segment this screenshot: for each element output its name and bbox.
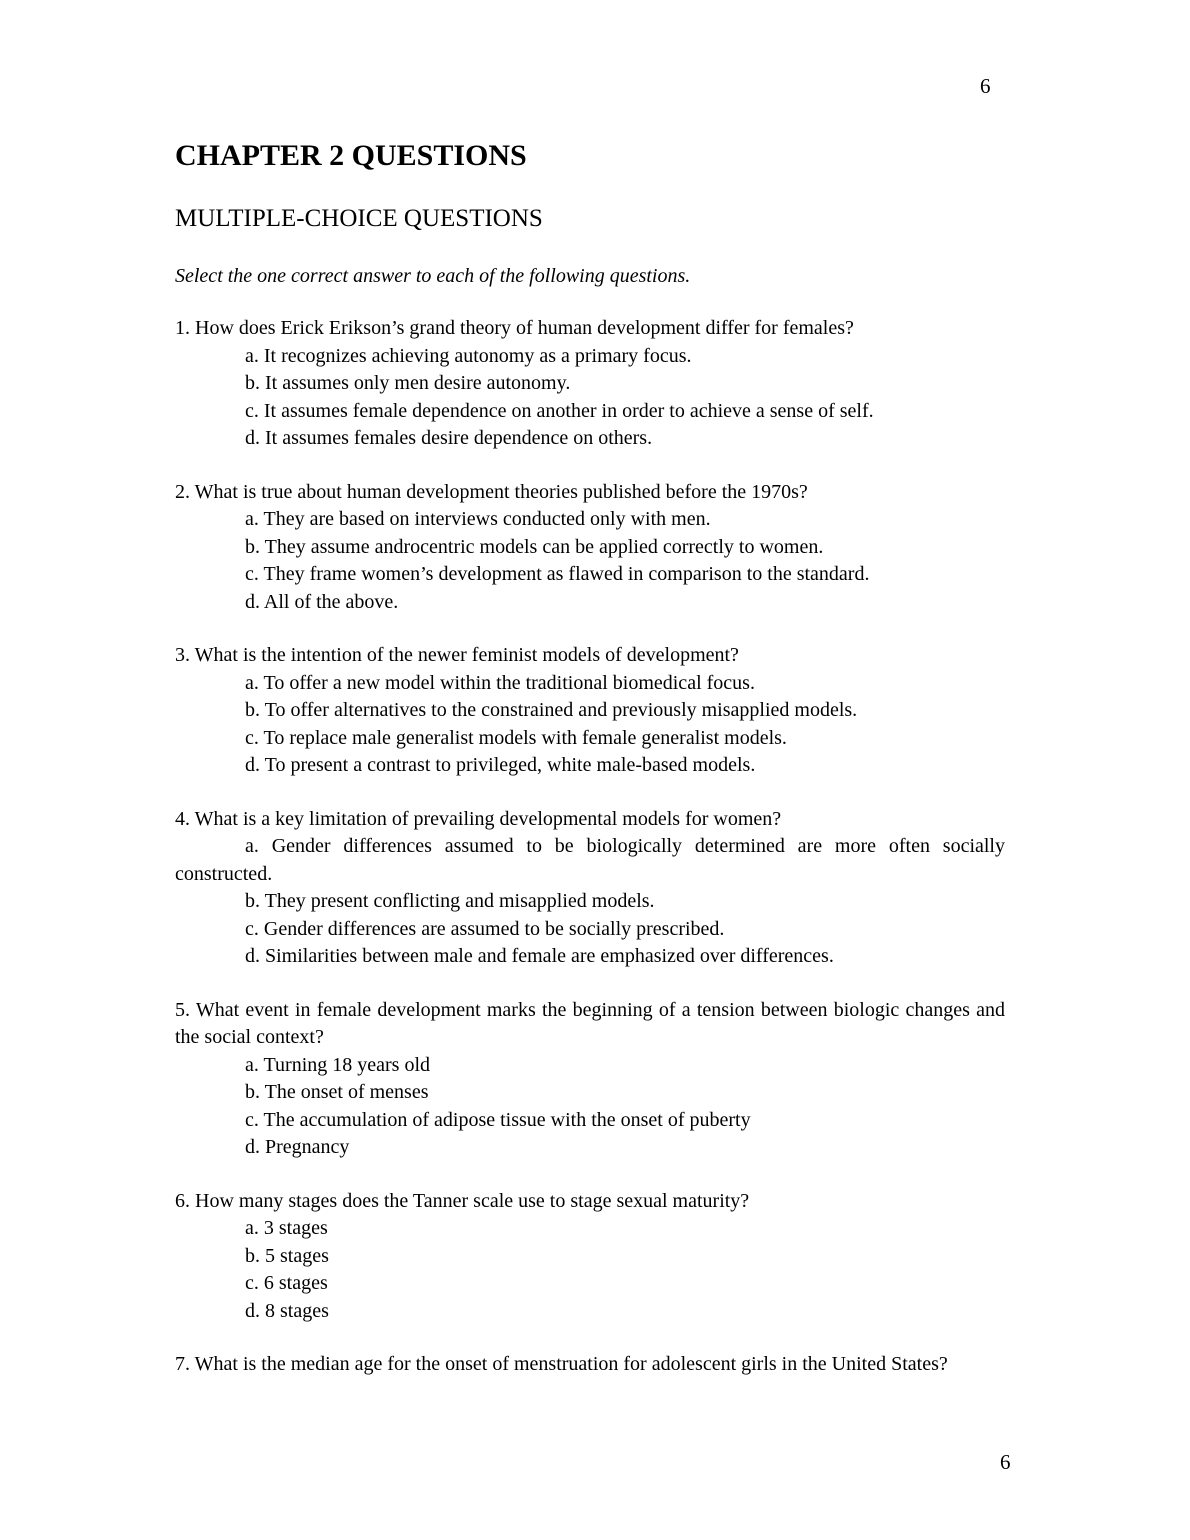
question-stem: 4. What is a key limitation of prevailing developmental models for women? [175, 807, 782, 830]
choice-a: a. Gender differences assumed to be biologically determined are more often socially constructed. [175, 835, 1005, 885]
question-stem: 3. What is the intention of the newer feminist models of development? [175, 644, 739, 666]
question-stem: 7. What is the median age for the onset of menstruation for adolescent girls in the United States? [175, 1353, 948, 1375]
question-2 [175, 479, 1005, 617]
question-stem: 1. How does Erick Erikson’s grand theory of human development differ for females? [175, 317, 854, 339]
choice-c: c. Gender differences are assumed to be socially prescribed. [245, 917, 725, 940]
chapter-title: CHAPTER 2 QUESTIONS [175, 139, 527, 172]
choice-d: d. It assumes females desire dependence on others. [245, 427, 653, 449]
choice-b: b. It assumes only men desire autonomy. [245, 372, 571, 394]
choice-b: b. 5 stages [245, 1244, 329, 1267]
choice-a: a. They are based on interviews conducted only with men. [245, 508, 711, 530]
choice-b: b. They present conflicting and misapplied models. [245, 890, 655, 912]
question-stem: 2. What is true about human development theories published before the 1970s? [175, 480, 808, 503]
choice-a: a. 3 stages [245, 1217, 328, 1239]
instructions: Select the one correct answer to each of the following questions. [175, 265, 691, 287]
question-7 [175, 1351, 1005, 1379]
document-body [175, 138, 1005, 1405]
choice-d: d. 8 stages [245, 1299, 329, 1322]
choice-b: b. The onset of menses [245, 1081, 429, 1103]
choice-d: d. All of the above. [245, 590, 399, 613]
question-1 [175, 315, 1005, 453]
question-4 [175, 806, 1005, 971]
choice-a: a. It recognizes achieving autonomy as a primary focus. [245, 344, 692, 367]
choice-d: d. To present a contrast to privileged, white male-based models. [245, 754, 756, 776]
question-6 [175, 1188, 1005, 1326]
choice-a: a. Turning 18 years old [245, 1053, 430, 1076]
choice-c: c. They frame women’s development as flawed in comparison to the standard. [245, 563, 870, 585]
question-5 [175, 997, 1005, 1162]
choice-a: a. To offer a new model within the traditional biomedical focus. [245, 671, 755, 694]
choice-c: c. It assumes female dependence on another in order to achieve a sense of self. [245, 399, 874, 422]
choice-d: d. Similarities between male and female are emphasized over differences. [245, 945, 834, 967]
choice-b: b. They assume androcentric models can be applied correctly to women. [245, 535, 824, 558]
page-number-top: 6 [980, 74, 991, 98]
section-heading: MULTIPLE-CHOICE QUESTIONS [175, 205, 543, 232]
choice-b: b. To offer alternatives to the constrained and previously misapplied models. [245, 699, 858, 721]
choice-c: c. To replace male generalist models with female generalist models. [245, 726, 787, 749]
choice-d: d. Pregnancy [245, 1136, 350, 1158]
question-stem: 6. How many stages does the Tanner scale use to stage sexual maturity? [175, 1189, 750, 1212]
choice-c: c. 6 stages [245, 1272, 328, 1294]
page-number-bottom: 6 [1000, 1450, 1011, 1474]
question-stem: 5. What event in female development marks the beginning of a tension between biologic changes and the social context? [175, 998, 1005, 1048]
question-3 [175, 642, 1005, 780]
choice-c: c. The accumulation of adipose tissue with the onset of puberty [245, 1108, 751, 1131]
